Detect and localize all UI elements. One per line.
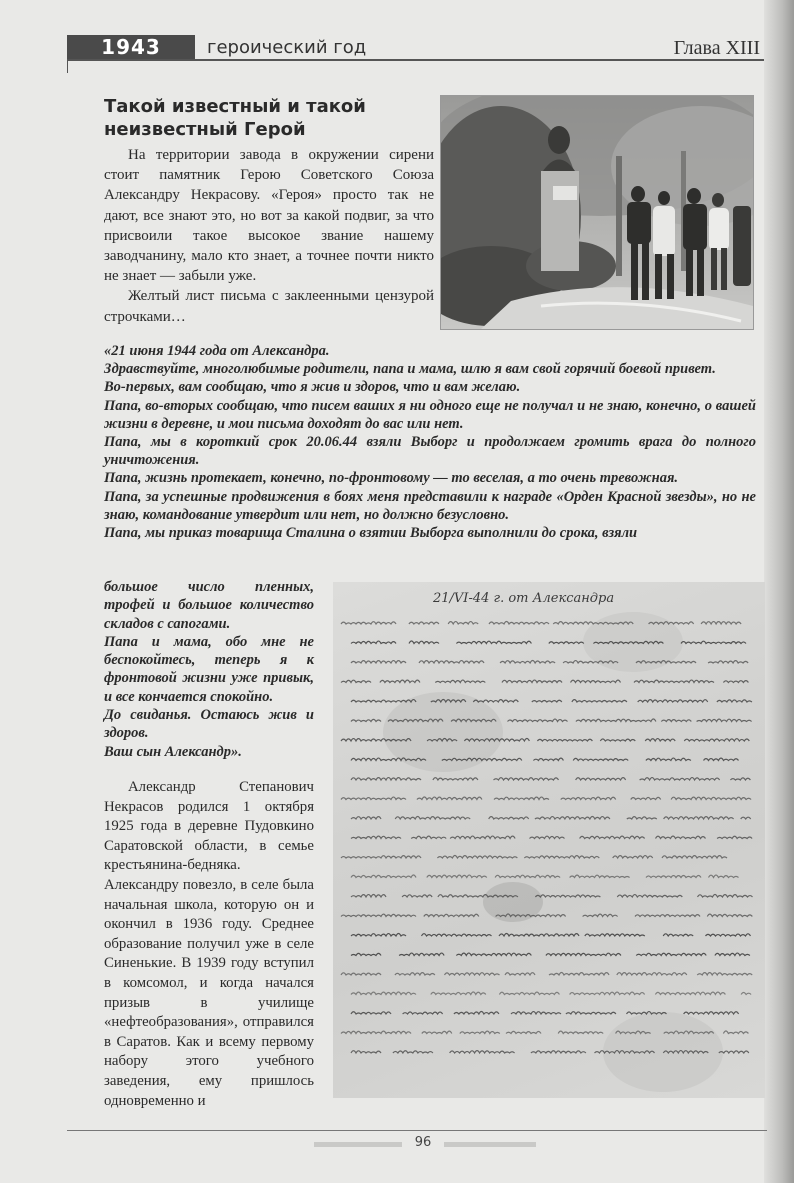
page-edge-shadow — [764, 0, 794, 1183]
handwritten-heading: 21/VI-44 г. от Александра — [433, 591, 615, 606]
letter-line: Во-первых, вам сообщаю, что я жив и здоров, что и вам желаю. — [104, 379, 521, 396]
intro-paragraph: Желтый лист письма с заклеенными цензурой строчками… — [104, 288, 434, 325]
handwriting-line — [351, 992, 751, 995]
bio-paragraph: Александр Степанович Некрасов родился 1 октября 1925 года в деревне Пудовкино Саратовской области, в семье крестьянина-бедняка. Александру повезло, в селе была начальная школа, которую он и окончил в 1936 году. Среднее образование получил уже в селе Синенькие. В 1939 году вступил в комсомол, и когда начался призыв в училище «нефтеобразования», отправился в Саратов. Как и всему первому набору этого учебного заведения, ему пришлось одновременно и — [104, 779, 314, 1109]
running-header — [67, 35, 764, 61]
article-intro — [104, 145, 434, 327]
letter-line: Папа, во-вторых сообщаю, что писем ваших я ни одного еще не получал и не знаю, конечно, о вашей жизни в деревне, и мои письма доходят до вас или нет. — [104, 397, 756, 432]
letter-line: Папа и мама, обо мне не беспокойтесь, теперь я к фронтовой жизни уже привык, и все кончается спокойно. — [104, 633, 314, 705]
handwriting-line — [341, 680, 748, 682]
handwriting-line — [341, 914, 752, 917]
handwriting-line — [351, 895, 753, 898]
letter-line: Папа, за успешные продвижения в боях меня представили к награде «Орден Красной звезды», но не знаю, командование утвердит или нет, но должно безусловно. — [104, 488, 756, 523]
letter-line: Здравствуйте, многолюбимые родители, папа и мама, шлю я вам свой горячий боевой привет. — [104, 361, 716, 378]
letter-line: До свиданья. Остаюсь жив и здоров. — [104, 707, 314, 742]
header-subtitle: героический год — [207, 37, 367, 58]
biography — [104, 778, 314, 1111]
header-left-rule — [67, 61, 68, 73]
handwriting-lines — [341, 622, 753, 1054]
letter-line: Ваш сын Александр». — [104, 743, 242, 760]
letter-line: большое число пленных, трофей и большое количество складов с сапогами. — [104, 579, 314, 632]
footer-decor-left — [314, 1142, 402, 1147]
handwriting-line — [351, 836, 752, 838]
handwriting-line — [351, 661, 748, 664]
header-year: 1943 — [67, 35, 195, 59]
handwriting-line — [351, 778, 750, 780]
letter-transcript — [104, 342, 756, 542]
handwriting-line — [341, 856, 727, 859]
handwriting-line — [341, 622, 741, 625]
article-title: Такой известный и такой неизвестный Герой — [104, 96, 366, 140]
header-chapter: Глава XIII — [673, 37, 760, 59]
handwritten-letter-scan — [333, 582, 765, 1098]
monument-photo-illustration — [441, 96, 753, 329]
footer-rule — [67, 1130, 767, 1131]
letter-line: Папа, жизнь протекает, конечно, по-фронтовому — то веселая, а то очень тревожная. — [104, 470, 679, 487]
letter-line: «21 июня 1944 года от Александра. — [104, 343, 330, 359]
handwriting-line — [341, 797, 751, 800]
letter-line: Папа, мы приказ товарища Сталина о взятии Выборга выполнили до срока, взяли — [104, 525, 638, 542]
monument-photo — [440, 95, 754, 330]
handwriting-line — [351, 875, 739, 878]
handwriting-line — [351, 934, 751, 937]
footer-decor-right — [444, 1142, 536, 1147]
page-number: 96 — [414, 1135, 432, 1150]
letter-transcript-continued — [104, 578, 314, 761]
handwriting-line — [351, 953, 750, 955]
handwriting-line — [341, 973, 752, 976]
handwriting-illustration — [333, 582, 765, 1098]
letter-line: Папа, мы в короткий срок 20.06.44 взяли Выборг и продолжаем громить врага до полного уничтожения. — [104, 434, 756, 469]
handwriting-line — [351, 1012, 739, 1015]
handwriting-line — [351, 817, 751, 820]
handwriting-line — [351, 641, 746, 644]
intro-paragraph: На территории завода в окружении сирени стоит памятник Герою Советского Союза Александру Некрасову. «Героя» просто так не дают, все знают это, но вот за какой подвиг, за что присвоили такое высокое звание нашему заводчанину, мало кто знает, а точнее почти никто не знает — забыли уже. — [104, 147, 434, 285]
